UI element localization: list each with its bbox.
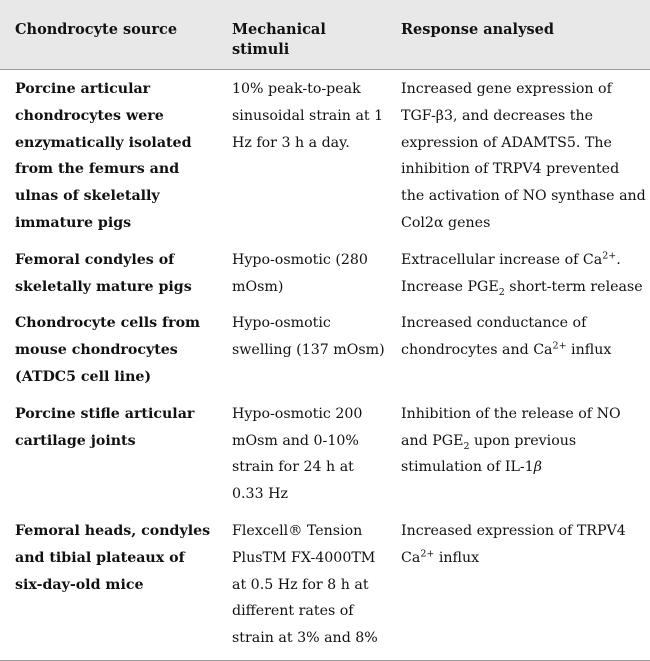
response-text: upon previous stimulation of IL-1 [401, 432, 577, 476]
table-header [0, 0, 650, 70]
header-mechanical-stimuli: Mechanical stimuli [216, 0, 390, 70]
response-text: Extracellular increase of Ca [401, 251, 603, 268]
subscript: 2 [498, 286, 505, 298]
superscript: 2+ [602, 250, 617, 262]
cell-stimuli: Hypo-osmotic (280 mOsm) [232, 251, 368, 295]
header-row [0, 0, 650, 70]
table-row [0, 304, 650, 394]
response-text: short-term release [504, 278, 643, 295]
response-text: Inhibition of the release of NO and PGE [401, 405, 621, 449]
response-text: influx [434, 549, 480, 566]
cell-source: Chondrocyte cells from mouse chondrocytes (ATDC5 cell line) [15, 315, 201, 385]
response-text: Increased conductance of chondrocytes and Ca [401, 315, 587, 359]
response-text: influx [566, 342, 612, 359]
cell-source: Porcine stifle articular cartilage joints [15, 405, 195, 449]
cell-source: Femoral heads, condyles and tibial plateaux of six-day-old mice [0, 512, 216, 660]
header-chondrocyte-source: Chondrocyte source [0, 0, 216, 70]
cell-stimuli: Hypo-osmotic 200 mOsm and 0-10% strain for 24 h at 0.33 Hz [232, 405, 363, 503]
cell-stimuli: Flexcell® Tension PlusTM FX-4000TM at 0.5 Hz for 8 h at different rates of strain at 3% and 8% [216, 512, 390, 660]
header-response-analysed: Response analysed [390, 0, 650, 70]
cell-response: Increased gene expression of TGF-β3, and decreases the expression of ADAMTS5. The inhibition of TRPV4 prevented the activation of NO synthase and Col2α genes [401, 81, 646, 231]
table-row [0, 241, 650, 305]
table-body [0, 70, 650, 661]
superscript: 2+ [552, 340, 567, 352]
cell-stimuli: 10% peak-to-peak sinusoidal strain at 1 Hz for 3 h a day. [232, 81, 384, 151]
cell-response [390, 304, 650, 394]
response-text: . Increase PGE [401, 251, 621, 295]
cell-response [390, 241, 650, 305]
response-text: Increased expression of TRPV4 Ca [401, 522, 626, 566]
cell-response [390, 512, 650, 660]
cell-response [390, 395, 650, 512]
cell-source: Porcine articular chondrocytes were enzymatically isolated from the femurs and ulnas of skeletally immature pigs [15, 81, 192, 231]
table-row [0, 70, 650, 241]
table-row [0, 512, 650, 660]
subscript: 2 [463, 440, 470, 452]
superscript: 2+ [420, 548, 435, 560]
greek-symbol: β [533, 459, 542, 476]
table-row [0, 395, 650, 512]
cell-stimuli: Hypo-osmotic swelling (137 mOsm) [232, 315, 385, 359]
cell-source: Femoral condyles of skeletally mature pigs [15, 251, 192, 295]
